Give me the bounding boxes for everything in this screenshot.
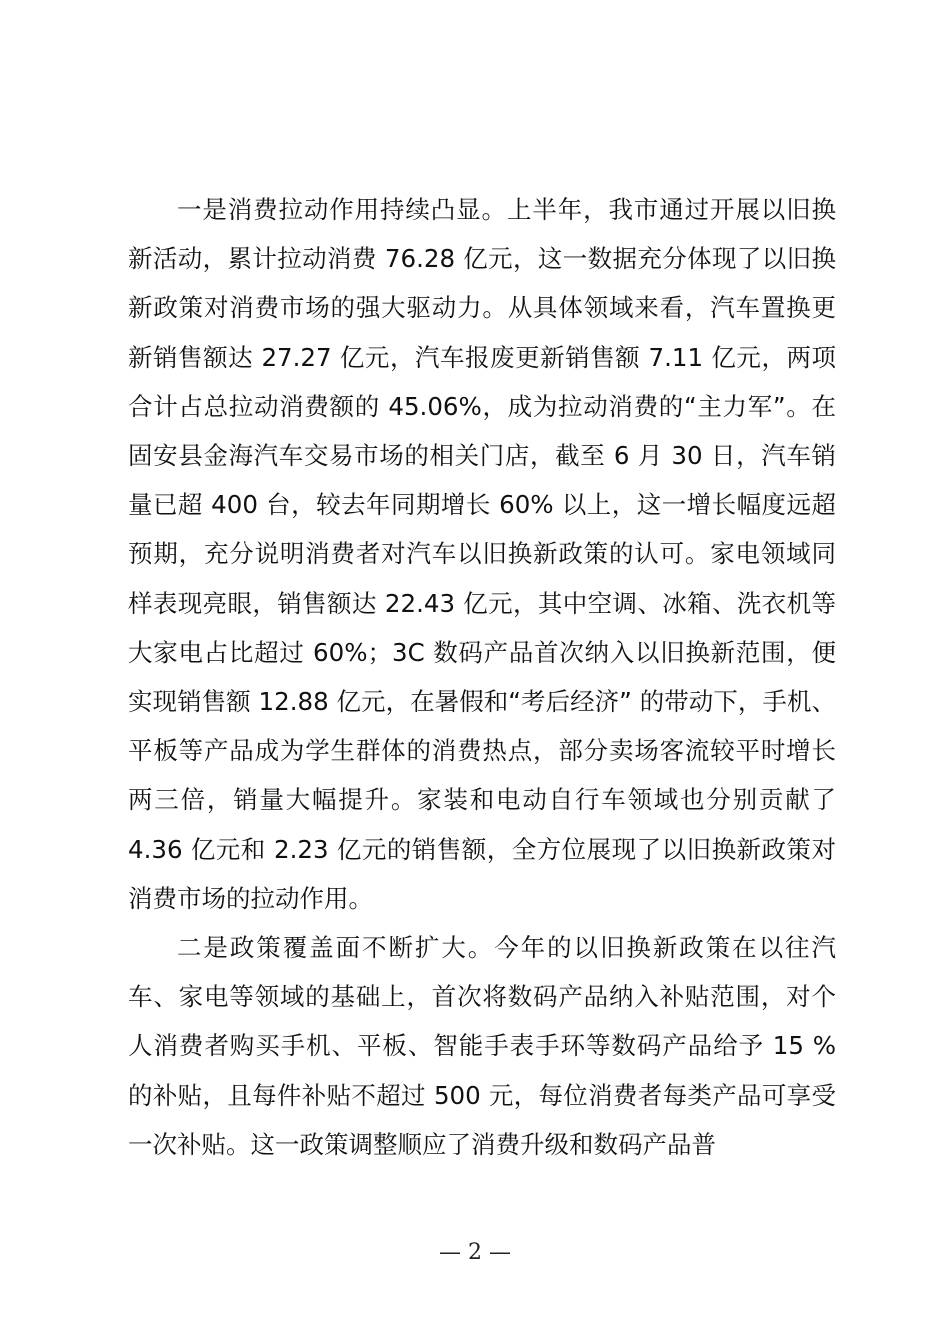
page-number: — 2 —	[439, 1240, 511, 1265]
document-body	[128, 185, 836, 1169]
paragraph-consumption-effect: 一是消费拉动作用持续凸显。上半年，我市通过开展以旧换新活动，累计拉动消费 76.28 亿元，这一数据充分体现了以旧换新政策对消费市场的强大驱动力。从具体领域来看，汽车置换更新销售额达 27.27 亿元，汽车报废更新销售额 7.11 亿元，两项合计占总拉动消费额的 45.06%，成为拉动消费的“主力军”。在固安县金海汽车交易市场的相关门店，截至 6 月 30 日，汽车销量已超 400 台，较去年同期增长 60% 以上，这一增长幅度远超预期，充分说明消费者对汽车以旧换新政策的认可。家电领域同样表现亮眼，销售额达 22.43 亿元，其中空调、冰箱、洗衣机等大家电占比超过 60%；3C 数码产品首次纳入以旧换新范围，便实现销售额 12.88 亿元，在暑假和“考后经济” 的带动下，手机、平板等产品成为学生群体的消费热点，部分卖场客流较平时增长两三倍，销量大幅提升。家装和电动自行车领域也分别贡献了 4.36 亿元和 2.23 亿元的销售额，全方位展现了以旧换新政策对消费市场的拉动作用。	[128, 195, 836, 913]
paragraph-policy-coverage: 二是政策覆盖面不断扩大。今年的以旧换新政策在以往汽车、家电等领域的基础上，首次将数码产品纳入补贴范围，对个人消费者购买手机、平板、智能手表手环等数码产品给予 15 % 的补贴，且每件补贴不超过 500 元，每位消费者每类产品可享受一次补贴。这一政策调整顺应了消费升级和数码产品普	[128, 933, 836, 1159]
